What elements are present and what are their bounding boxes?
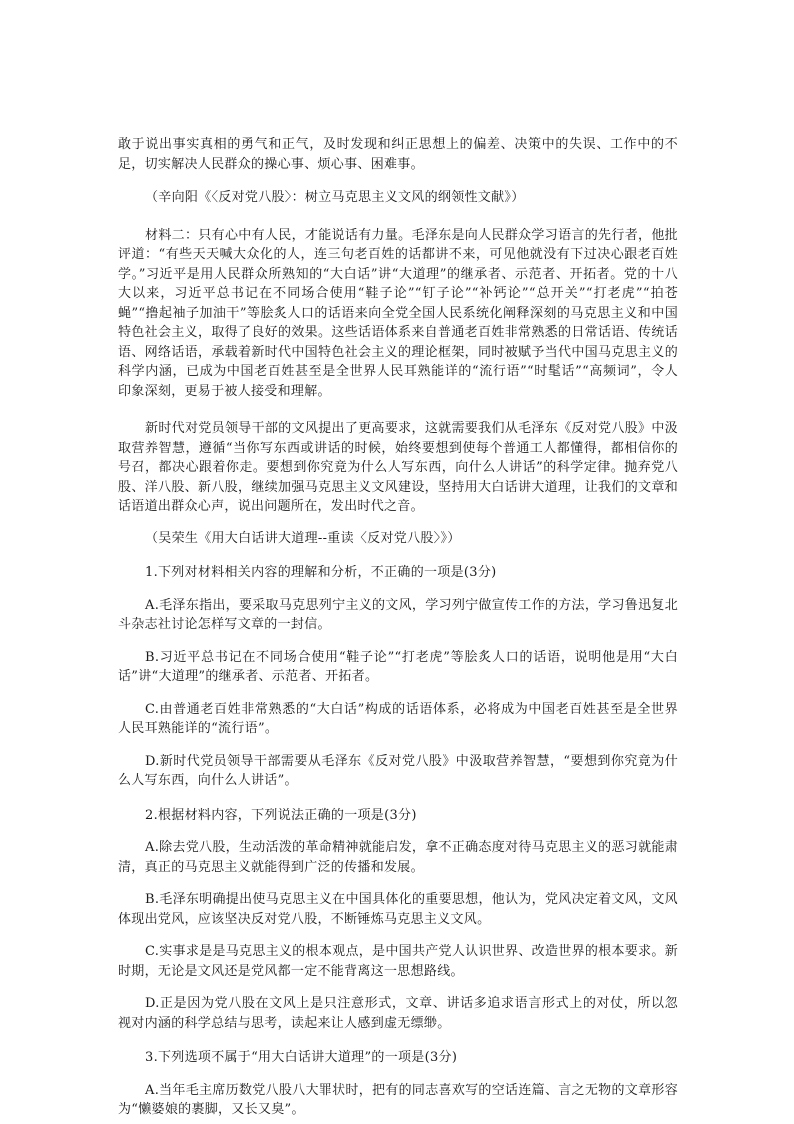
question-1-title: 1.下列对材料相关内容的理解和分析，不正确的一项是(3分) (145, 565, 497, 580)
paragraph-continuation: 敢于说出事实真相的勇气和正气，及时发现和纠正思想上的偏差、决策中的失误、工作中的不足，切实解决人民群众的操心事、烦心事、困难事。 (118, 137, 678, 172)
question-2-title: 2.根据材料内容，下列说法正确的一项是(3分) (145, 807, 417, 823)
question-2-option-b: B.毛泽东明确提出使马克思主义在中国具体化的重要思想，他认为，党风决定着文风，文风体现出党风，应该坚决反对党八股，不断锤炼马克思主义文风。 (118, 892, 678, 927)
new-era-paragraph: 新时代对党员领导干部的文风提出了更高要求，这就需要我们从毛泽东《反对党八股》中汲取营养智慧，遵循“当你写东西或讲话的时候，始终要想到使每个普通工人都懂得，都相信你的号召，都决心跟着你走。要想到你究竟为什么人写东西，向什么人讲话”的科学定律。抛弃党八股、洋八股、新八股，继续加强马克思主义文风建设，坚持用大白话讲大道理，让我们的文章和话语道出群众心声，说出问题所在，发出时代之音。 (118, 421, 678, 514)
question-3-title: 3.下列选项不属于“用大白话讲大道理”的一项是(3分) (145, 1050, 458, 1065)
citation-source-2: （吴荣生《用大白话讲大道理--重读〈反对党八股〉》） (145, 530, 461, 546)
question-3-option-a: A.当年毛主席历数党八股八大罪状时，把有的同志喜欢写的空话连篇、言之无物的文章形容为“懒婆娘的裹脚，又长又臭”。 (118, 1082, 678, 1117)
question-1-option-d: D.新时代党员领导干部需要从毛泽东《反对党八股》中汲取营养智慧，“要想到你究竟为什么人写东西，向什么人讲话”。 (118, 753, 678, 788)
material-two-paragraph: 材料二：只有心中有人民，才能说话有力量。毛泽东是向人民群众学习语言的先行者，他批评道：“有些天天喊大众化的人，连三句老百姓的话都讲不来，可见他就没有下过决心跟老百姓学。”习近平是用人民群众所熟知的“大白话”讲“大道理”的继承者、示范者、开拓者。党的十八大以来，习近平总书记在不同场合使用“鞋子论”“钉子论”“补钙论”“总开关”“打老虎”“拍苍蝇”“撸起袖子加油干”等脍炙人口的话语来向全党全国人民系统化阐释深刻的马克思主义和中国特色社会主义，取得了良好的效果。这些话语体系来自普通老百姓非常熟悉的日常话语、传统话语、网络话语，承载着新时代中国特色社会主义的理论框架，同时被赋予当代中国马克思主义的科学内涵，已成为中国老百姓甚至是全世界人民耳熟能详的“流行语”“时髦话”“高频词”，令人印象深刻，更易于被人接受和理解。 (118, 227, 678, 399)
citation-source-1: （辛向阳《〈反对党八股〉：树立马克思主义文风的纲领性文献》） (145, 190, 525, 205)
question-2-option-c: C.实事求是是马克思主义的根本观点，是中国共产党人认识世界、改造世界的根本要求。新时期，无论是文风还是党风都一定不能背离这一思想路线。 (118, 944, 678, 979)
question-1-option-c: C.由普通老百姓非常熟悉的“大白话”构成的话语体系，必将成为中国老百姓甚至是全世界人民耳熟能详的“流行语”。 (118, 701, 678, 736)
question-2-option-d: D.正是因为党八股在文风上是只注意形式，文章、讲话多追求语言形式上的对仗，所以忽视对内涵的科学总结与思考，读起来让人感到虚无缥缈。 (118, 996, 678, 1031)
question-1-option-b: B.习近平总书记在不同场合使用“鞋子论”“打老虎”等脍炙人口的话语，说明他是用“大白话”讲“大道理”的继承者、示范者、开拓者。 (118, 649, 678, 684)
document-body (118, 135, 678, 1120)
question-2-option-a: A.除去党八股，生动活泼的革命精神就能启发，拿不正确态度对待马克思主义的恶习就能肃清，真正的马克思主义就能得到广泛的传播和发展。 (118, 840, 678, 875)
question-1-option-a: A.毛泽东指出，要采取马克思列宁主义的文风，学习列宁做宣传工作的方法，学习鲁迅复北斗杂志社讨论怎样写文章的一封信。 (118, 597, 678, 632)
